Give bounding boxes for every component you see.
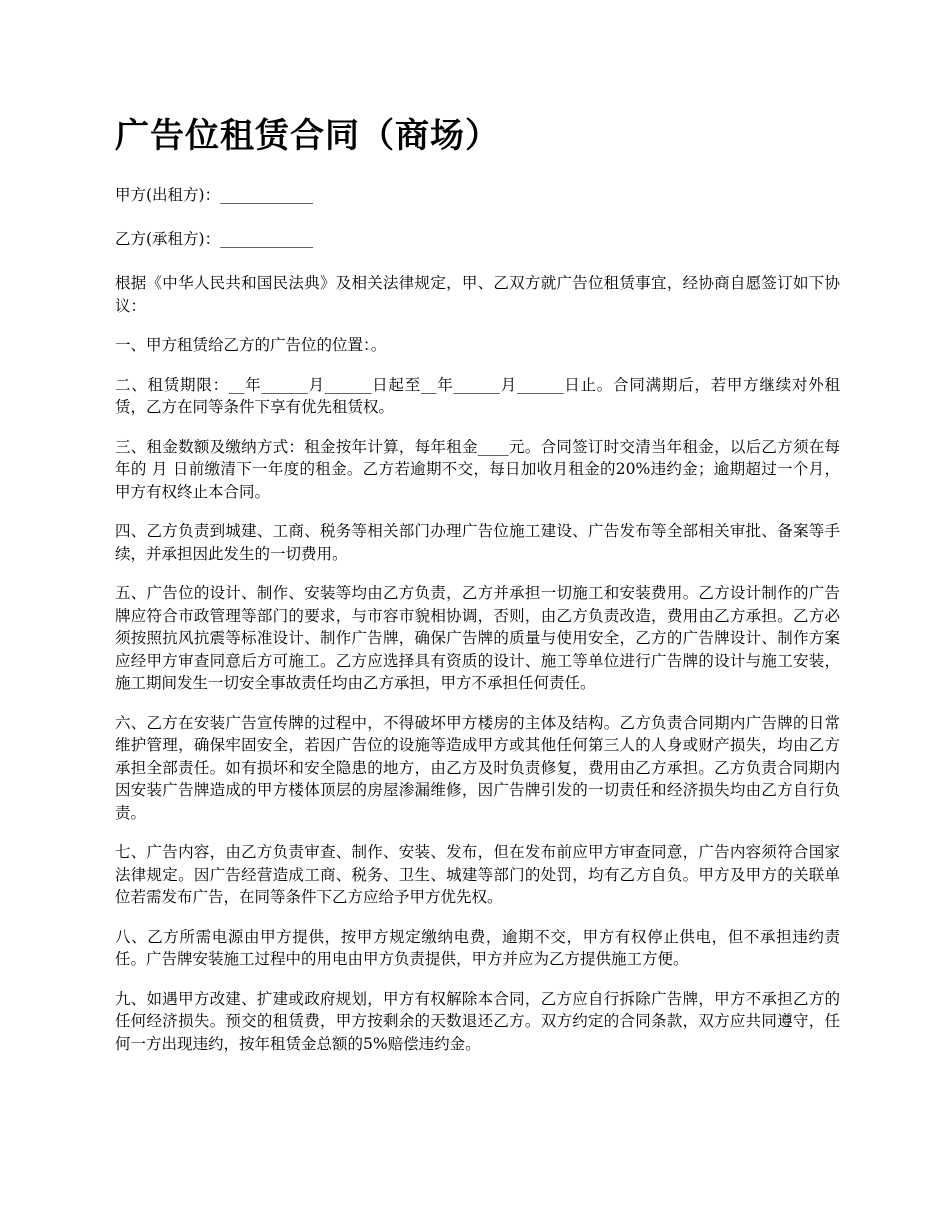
document-title: 广告位租赁合同（商场） [115, 116, 500, 156]
party-b-line: 乙方(承租方)：____________ [115, 230, 314, 248]
clause-9: 九、如遇甲方改建、扩建或政府规划，甲方有权解除本合同，乙方应自行拆除广告牌，甲方不承担乙方的任何经济损失。预交的租赁费，甲方按剩余的天数退还乙方。双方约定的合同条款，双方应共同遵守，任何一方出现违约，按年租赁金总额的5%赔偿违约金。 [115, 989, 840, 1053]
party-a-line: 甲方(出租方)：____________ [115, 186, 314, 204]
clause-1: 一、甲方租赁给乙方的广告位的位置：。 [115, 336, 387, 354]
clause-3: 三、租金数额及缴纳方式：租金按年计算，每年租金____元。合同签订时交清当年租金，以后乙方须在每年的 月 日前缴清下一年度的租金。乙方若逾期不交，每日加收月租金的20%违约金；逾期超过一个月，甲方有权终止本合同。 [115, 437, 840, 501]
clause-6: 六、乙方在安装广告宣传牌的过程中，不得破坏甲方楼房的主体及结构。乙方负责合同期内广告牌的日常维护管理，确保牢固安全，若因广告位的设施等造成甲方或其他任何第三人的人身或财产损失，均由乙方承担全部责任。如有损坏和安全隐患的地方，由乙方及时负责修复，费用由乙方承担。乙方负责合同期内因安装广告牌造成的甲方楼体顶层的房屋渗漏维修，因广告牌引发的一切责任和经济损失均由乙方自行负责。 [115, 713, 840, 822]
clause-5: 五、广告位的设计、制作、安装等均由乙方负责，乙方并承担一切施工和安装费用。乙方设计制作的广告牌应符合市政管理等部门的要求，与市容市貌相协调，否则，由乙方负责改造，费用由乙方承担。乙方必须按照抗风抗震等标准设计、制作广告牌，确保广告牌的质量与使用安全，乙方的广告牌设计、制作方案应经甲方审查同意后方可施工。乙方应选择具有资质的设计、施工等单位进行广告牌的设计与施工安装，施工期间发生一切安全事故责任均由乙方承担，甲方不承担任何责任。 [115, 584, 840, 692]
clause-2: 二、租赁期限：__年______月______日起至__年______月______日止。合同满期后，若甲方继续对外租赁，乙方在同等条件下享有优先租赁权。 [115, 375, 840, 416]
clause-4: 四、乙方负责到城建、工商、税务等相关部门办理广告位施工建设、广告发布等全部相关审批、备案等手续，并承担因此发生的一切费用。 [115, 522, 840, 563]
contract-page [115, 112, 840, 1072]
intro-paragraph: 根据《中华人民共和国民法典》及相关法律规定，甲、乙双方就广告位租赁事宜，经协商自愿签订如下协议： [115, 274, 840, 315]
clause-8: 八、乙方所需电源由甲方提供，按甲方规定缴纳电费，逾期不交，甲方有权停止供电，但不承担违约责任。广告牌安装施工过程中的用电由甲方负责提供，甲方并应为乙方提供施工方便。 [115, 927, 840, 968]
clause-7: 七、广告内容，由乙方负责审查、制作、安装、发布，但在发布前应甲方审查同意，广告内容须符合国家法律规定。因广告经营造成工商、税务、卫生、城建等部门的处罚，均有乙方自负。甲方及甲方的关联单位若需发布广告，在同等条件下乙方应给予甲方优先权。 [115, 843, 840, 906]
